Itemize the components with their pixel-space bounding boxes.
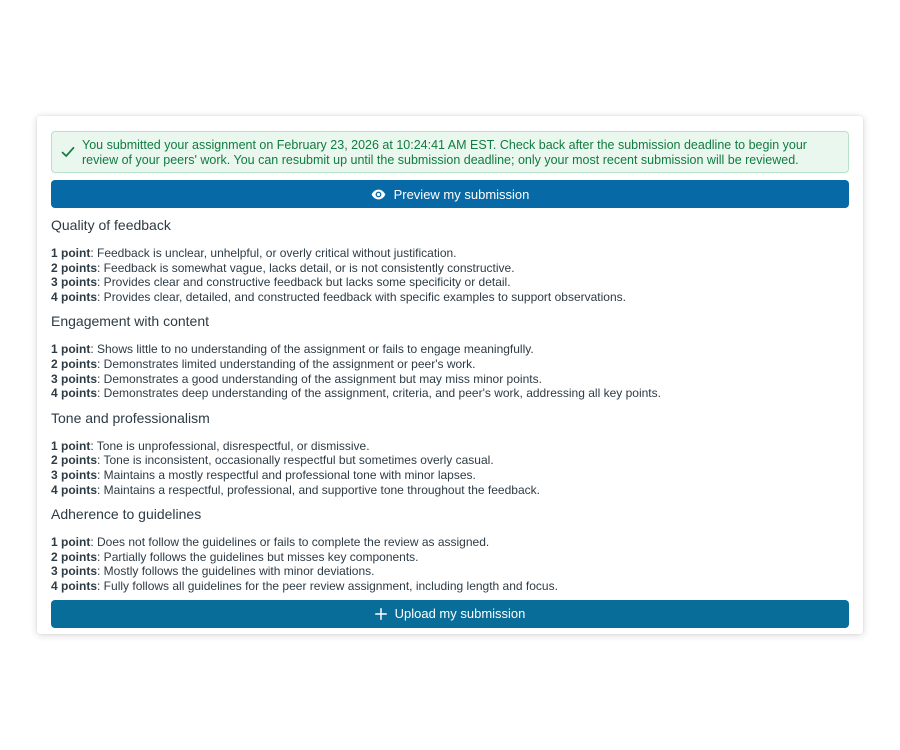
points-label: 4 points xyxy=(51,578,98,593)
upload-submission-button[interactable] xyxy=(51,600,849,628)
criterion-row xyxy=(51,342,849,357)
criteria-list xyxy=(51,342,849,400)
preview-submission-button[interactable] xyxy=(51,180,849,208)
criterion-row xyxy=(51,246,849,261)
points-label: 3 points xyxy=(51,371,98,386)
points-label: 4 points xyxy=(51,482,98,497)
criterion-description: : Fully follows all guidelines for the peer review assignment, including length and focus. xyxy=(97,578,558,593)
points-label: 2 points xyxy=(51,260,98,275)
rubric-section xyxy=(51,410,849,497)
criterion-row xyxy=(51,290,849,305)
rubric xyxy=(51,217,849,594)
section-title: Quality of feedback xyxy=(51,217,171,233)
criterion-row xyxy=(51,261,849,276)
section-title: Adherence to guidelines xyxy=(51,506,202,523)
criterion-row xyxy=(51,468,849,483)
rubric-section xyxy=(51,217,849,304)
criterion-description: : Tone is unprofessional, disrespectful, or dismissive. xyxy=(90,438,370,453)
criteria-list xyxy=(51,246,849,304)
rubric-section xyxy=(51,506,849,593)
criterion-description: : Demonstrates limited understanding of the assignment or peer's work. xyxy=(97,356,476,371)
criterion-row xyxy=(51,357,849,372)
criteria-list xyxy=(51,535,849,593)
alert-message: You submitted your assignment on February 23, 2026 at 10:24:41 AM EST. Check back after the submission deadline to begin your review of your peers' work. You can resubmit up until the submission deadline; only your most recent submission will be reviewed. xyxy=(82,138,807,167)
section-title: Engagement with content xyxy=(51,313,209,330)
criterion-description: : Provides clear and constructive feedback but lacks some specificity or detail. xyxy=(97,275,511,290)
criterion-row xyxy=(51,439,849,454)
criterion-row xyxy=(51,483,849,498)
section-title: Tone and professionalism xyxy=(51,409,210,426)
upload-button-label: Upload my submission xyxy=(394,606,526,621)
criterion-row xyxy=(51,386,849,401)
points-label: 3 points xyxy=(51,467,98,482)
points-label: 3 points xyxy=(51,564,98,579)
criterion-row xyxy=(51,579,849,594)
points-label: 1 point xyxy=(51,342,91,357)
points-label: 1 point xyxy=(51,438,91,453)
points-label: 2 points xyxy=(51,356,98,371)
criterion-row xyxy=(51,535,849,550)
criterion-row xyxy=(51,550,849,565)
points-label: 4 points xyxy=(51,289,98,304)
points-label: 1 point xyxy=(51,246,91,260)
criterion-description: : Feedback is unclear, unhelpful, or overly critical without justification. xyxy=(90,246,457,260)
criterion-row xyxy=(51,564,849,579)
rubric-section xyxy=(51,313,849,400)
criterion-description: : Demonstrates a good understanding of the assignment but may miss minor points. xyxy=(97,371,542,386)
criterion-description: : Maintains a mostly respectful and professional tone with minor lapses. xyxy=(97,467,476,482)
check-icon xyxy=(61,145,75,159)
preview-button-label: Preview my submission xyxy=(393,186,530,202)
plus-icon xyxy=(375,608,387,620)
points-label: 2 points xyxy=(51,453,98,468)
criterion-description: : Partially follows the guidelines but misses key components. xyxy=(97,549,419,564)
points-label: 4 points xyxy=(51,386,98,401)
criterion-description: : Demonstrates deep understanding of the assignment, criteria, and peer's work, addressing all key points. xyxy=(97,386,661,401)
criterion-description: : Feedback is somewhat vague, lacks detail, or is not consistently constructive. xyxy=(97,260,515,275)
points-label: 2 points xyxy=(51,549,98,564)
criterion-row xyxy=(51,275,849,290)
eye-icon xyxy=(371,189,386,200)
criterion-row xyxy=(51,453,849,468)
points-label: 1 point xyxy=(51,535,91,550)
points-label: 3 points xyxy=(51,275,98,290)
criterion-description: : Maintains a respectful, professional, and supportive tone throughout the feedback. xyxy=(97,482,540,497)
criterion-description: : Tone is inconsistent, occasionally respectful but sometimes overly casual. xyxy=(97,453,494,468)
criterion-description: : Provides clear, detailed, and constructed feedback with specific examples to support observations. xyxy=(97,289,626,304)
submission-success-alert xyxy=(51,131,849,173)
criteria-list xyxy=(51,439,849,497)
criterion-description: : Shows little to no understanding of the assignment or fails to engage meaningfully. xyxy=(90,342,534,357)
criterion-row xyxy=(51,372,849,387)
criterion-description: : Mostly follows the guidelines with minor deviations. xyxy=(97,564,375,579)
submission-card xyxy=(37,116,863,634)
criterion-description: : Does not follow the guidelines or fails to complete the review as assigned. xyxy=(90,535,490,550)
